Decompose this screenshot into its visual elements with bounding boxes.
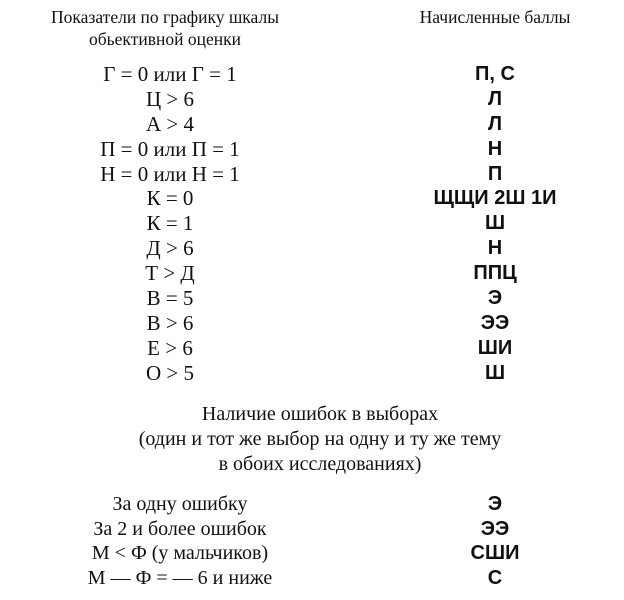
indicator-cell: Е > 6	[147, 335, 193, 360]
indicator-cell: К = 1	[146, 211, 194, 236]
table-row	[0, 62, 624, 87]
table-row	[0, 286, 624, 311]
points-column-header	[380, 6, 610, 28]
points-cell: ЩЩИ 2Ш 1И	[433, 187, 557, 210]
table-row	[0, 137, 624, 162]
points-cell: ЭЭ	[480, 311, 510, 334]
points-cell: Л	[487, 112, 503, 135]
indicator-cell: За одну ошибку	[112, 493, 248, 515]
table-row	[0, 186, 624, 211]
points-cell: Н	[487, 137, 503, 160]
errors-table	[0, 492, 624, 590]
points-cell: Ш	[484, 361, 506, 384]
table-row	[0, 236, 624, 261]
table-row	[0, 112, 624, 137]
points-cell: П, С	[475, 63, 515, 85]
points-cell: ППЦ	[473, 262, 517, 285]
errors-section-heading	[60, 402, 580, 477]
points-cell: ШИ	[477, 336, 513, 359]
table-row	[0, 541, 624, 566]
indicators-column-header	[10, 6, 320, 50]
scoring-table	[0, 62, 624, 386]
indicator-cell: Ц > 6	[145, 86, 194, 111]
indicator-cell: Н = 0 или Н = 1	[100, 161, 240, 186]
points-cell: П	[487, 162, 503, 185]
heading-line: (один и тот же выбор на одну и ту же тему	[138, 428, 502, 450]
table-row	[0, 87, 624, 112]
points-cell: Н	[487, 237, 503, 260]
indicator-cell: О > 5	[145, 360, 194, 385]
indicator-cell: Г = 0 или Г = 1	[103, 62, 237, 86]
indicator-cell: Т > Д	[145, 261, 195, 286]
points-cell: Ш	[484, 212, 506, 235]
indicator-cell: Д > 6	[146, 236, 194, 261]
table-row	[0, 492, 624, 517]
points-cell: Л	[487, 87, 503, 110]
indicator-cell: М — Ф = — 6 и ниже	[87, 566, 273, 589]
points-cell: Э	[487, 493, 503, 515]
indicator-cell: За 2 и более ошибок	[93, 517, 267, 540]
table-row	[0, 211, 624, 236]
table-row	[0, 517, 624, 542]
table-row	[0, 162, 624, 187]
points-cell: СШИ	[470, 542, 520, 564]
points-cell: Э	[487, 287, 503, 310]
table-row	[0, 311, 624, 336]
header-line: обьективной оценки	[89, 29, 241, 49]
table-row	[0, 566, 624, 591]
indicator-cell: П = 0 или П = 1	[100, 136, 240, 161]
header-line: Показатели по графику шкалы	[51, 7, 279, 27]
indicator-cell: В > 6	[146, 310, 194, 335]
heading-line: в обоих исследованиях)	[218, 453, 422, 475]
indicator-cell: В = 5	[146, 286, 194, 311]
points-cell: С	[487, 566, 503, 589]
heading-line: Наличие ошибок в выборах	[201, 403, 439, 425]
header-line: Начисленные баллы	[419, 7, 571, 27]
indicator-cell: М < Ф (у мальчиков)	[91, 542, 269, 564]
indicator-cell: А > 4	[145, 111, 194, 136]
table-row	[0, 261, 624, 286]
points-cell: ЭЭ	[480, 517, 510, 540]
table-row	[0, 336, 624, 361]
table-row	[0, 361, 624, 386]
indicator-cell: К = 0	[146, 186, 194, 211]
